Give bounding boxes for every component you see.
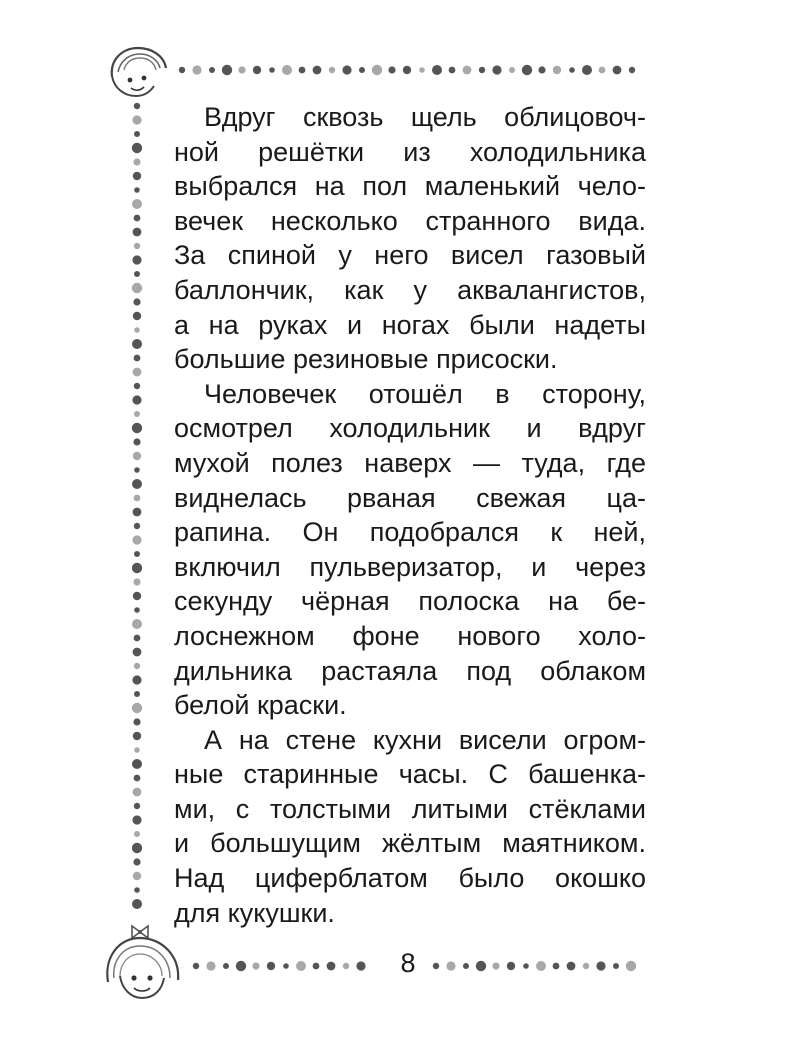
border-dot [132, 563, 142, 573]
border-dot [567, 962, 576, 971]
border-dot [342, 65, 351, 74]
border-dot [296, 961, 306, 971]
border-dot [132, 143, 142, 153]
border-dot [132, 759, 142, 769]
text-line: вечек несколько странного вида. [174, 205, 646, 236]
border-dot [133, 648, 142, 657]
border-dot [449, 67, 456, 74]
border-dot [433, 963, 439, 969]
border-dot [134, 187, 140, 193]
text-line: а на руках и ногах были надеты [174, 309, 646, 340]
border-dot [329, 67, 335, 73]
text-line: виднелась рваная свежая ца- [174, 482, 646, 513]
border-dot [134, 467, 140, 473]
border-dot [133, 508, 142, 517]
border-dot [134, 243, 140, 249]
girl-face-icon [104, 42, 174, 102]
border-dot [132, 675, 141, 684]
paragraph [174, 723, 646, 931]
border-dot [282, 65, 292, 75]
bottom-left-dot-border [190, 958, 380, 974]
text-line: и большущим жёлтым маятником. [174, 828, 646, 859]
border-dot [343, 963, 349, 969]
border-dot [209, 67, 215, 73]
border-dot [133, 368, 142, 377]
border-dot [192, 65, 201, 74]
border-dot [523, 963, 529, 969]
left-dot-border [128, 100, 146, 920]
border-dot [538, 66, 545, 73]
border-dot [522, 65, 532, 75]
border-dot [236, 961, 246, 971]
border-dot [132, 899, 142, 909]
border-dot [132, 199, 142, 209]
border-dot [134, 831, 140, 837]
border-dot [133, 312, 141, 320]
border-dot [132, 283, 142, 293]
border-dot [492, 962, 499, 969]
border-dot [193, 963, 199, 969]
border-dot [132, 395, 141, 404]
border-dot [133, 858, 140, 865]
text-line: Человечек отошёл в сторону, [204, 378, 646, 409]
border-dot [372, 65, 382, 75]
text-line: для кукушки. [174, 897, 335, 928]
text-line: осмотрел холодильник и вдруг [174, 413, 646, 444]
border-dot [133, 592, 141, 600]
text-line: секунду чёрная полоска на бе- [174, 586, 646, 617]
border-dot [583, 963, 589, 969]
border-dot [134, 103, 140, 109]
border-dot [313, 963, 320, 970]
text-line: баллончик, как у аквалангистов, [174, 274, 646, 305]
border-dot [267, 962, 275, 970]
text-line: Вдруг сквозь щель облицовоч- [204, 102, 646, 132]
girl-with-bow-icon [102, 922, 188, 1002]
border-dot [446, 961, 455, 970]
border-dot [507, 962, 515, 970]
border-dot [134, 803, 140, 809]
border-dot [133, 732, 141, 740]
text-line: дильника растаяла под облаком [174, 655, 646, 686]
bottom-right-dot-border [430, 958, 640, 974]
border-dot [553, 963, 560, 970]
border-dot [134, 411, 140, 417]
text-line: белой краски. [174, 690, 347, 721]
border-dot [133, 788, 142, 797]
border-dot [509, 67, 515, 73]
border-dot [134, 271, 140, 277]
border-dot [626, 961, 636, 971]
border-dot [359, 67, 365, 73]
border-dot [134, 215, 141, 222]
border-dot [132, 703, 142, 713]
border-dot [299, 67, 306, 74]
border-dot [253, 66, 261, 74]
border-dot [492, 65, 501, 74]
border-dot [134, 383, 140, 389]
text-line: За спиной у него висел газовый [174, 240, 646, 271]
border-dot [629, 67, 635, 73]
border-dot [238, 66, 245, 73]
story-text [174, 100, 646, 930]
border-dot [313, 66, 322, 75]
text-line: выбрался на пол маленький чело- [174, 171, 646, 202]
border-dot [356, 961, 365, 970]
border-dot [133, 452, 141, 460]
border-dot [132, 255, 141, 264]
border-dot [327, 962, 336, 971]
border-dot [134, 747, 140, 753]
border-dot [134, 775, 141, 782]
border-dot [582, 65, 592, 75]
border-dot [536, 961, 546, 971]
border-dot [134, 131, 140, 137]
border-dot [132, 843, 142, 853]
border-dot [133, 718, 140, 725]
border-dot [133, 298, 140, 305]
border-dot [463, 66, 472, 75]
border-dot [206, 961, 215, 970]
text-line: Над циферблатом было окошко [174, 863, 646, 894]
border-dot [134, 551, 140, 557]
border-dot [613, 963, 619, 969]
border-dot [132, 339, 142, 349]
border-dot [132, 479, 142, 489]
border-dot [569, 67, 575, 73]
border-dot [403, 66, 411, 74]
border-dot [133, 228, 142, 237]
border-dot [223, 963, 229, 969]
border-dot [269, 67, 275, 73]
border-dot [132, 619, 142, 629]
border-dot [134, 691, 140, 697]
border-dot [134, 355, 141, 362]
paragraph [174, 377, 646, 723]
border-dot [134, 635, 141, 642]
border-dot [133, 438, 140, 445]
border-dot [132, 115, 141, 124]
border-dot [613, 66, 622, 75]
border-dot [599, 67, 606, 74]
border-dot [133, 872, 141, 880]
border-dot [132, 815, 141, 824]
border-dot [132, 423, 142, 433]
border-dot [179, 67, 185, 73]
border-dot [419, 67, 425, 73]
border-dot [134, 663, 140, 669]
text-line: рапина. Он подобрался к ней, [174, 517, 646, 548]
border-dot [133, 158, 140, 165]
top-dot-border [176, 62, 646, 78]
text-line: ные старинные часы. С башенка- [174, 759, 646, 790]
border-dot [283, 963, 289, 969]
border-dot [132, 535, 141, 544]
border-dot [133, 172, 141, 180]
text-line: мухой полез наверх — туда, где [174, 447, 646, 478]
border-dot [134, 887, 140, 893]
text-line: А на стене кухни висели огром- [204, 724, 646, 755]
border-dot [596, 961, 605, 970]
border-dot [476, 961, 486, 971]
border-dot [463, 963, 469, 969]
border-dot [134, 327, 140, 333]
paragraph [174, 100, 646, 377]
border-dot [252, 962, 259, 969]
border-dot [479, 67, 485, 73]
text-line: включил пульверизатор, и через [174, 551, 646, 582]
border-dot [134, 495, 141, 502]
border-dot [133, 578, 140, 585]
text-line: ной решётки из холодильника [174, 136, 646, 167]
border-dot [432, 65, 442, 75]
text-line: ми, с толстыми литыми стёклами [174, 793, 646, 824]
border-dot [134, 607, 140, 613]
border-dot [134, 523, 140, 529]
page-number: 8 [400, 948, 416, 978]
text-line: большие резиновые присоски. [174, 344, 558, 375]
border-dot [222, 65, 232, 75]
border-dot [388, 66, 395, 73]
text-line: лоснежном фоне нового холо- [174, 620, 646, 651]
border-dot [553, 66, 561, 74]
